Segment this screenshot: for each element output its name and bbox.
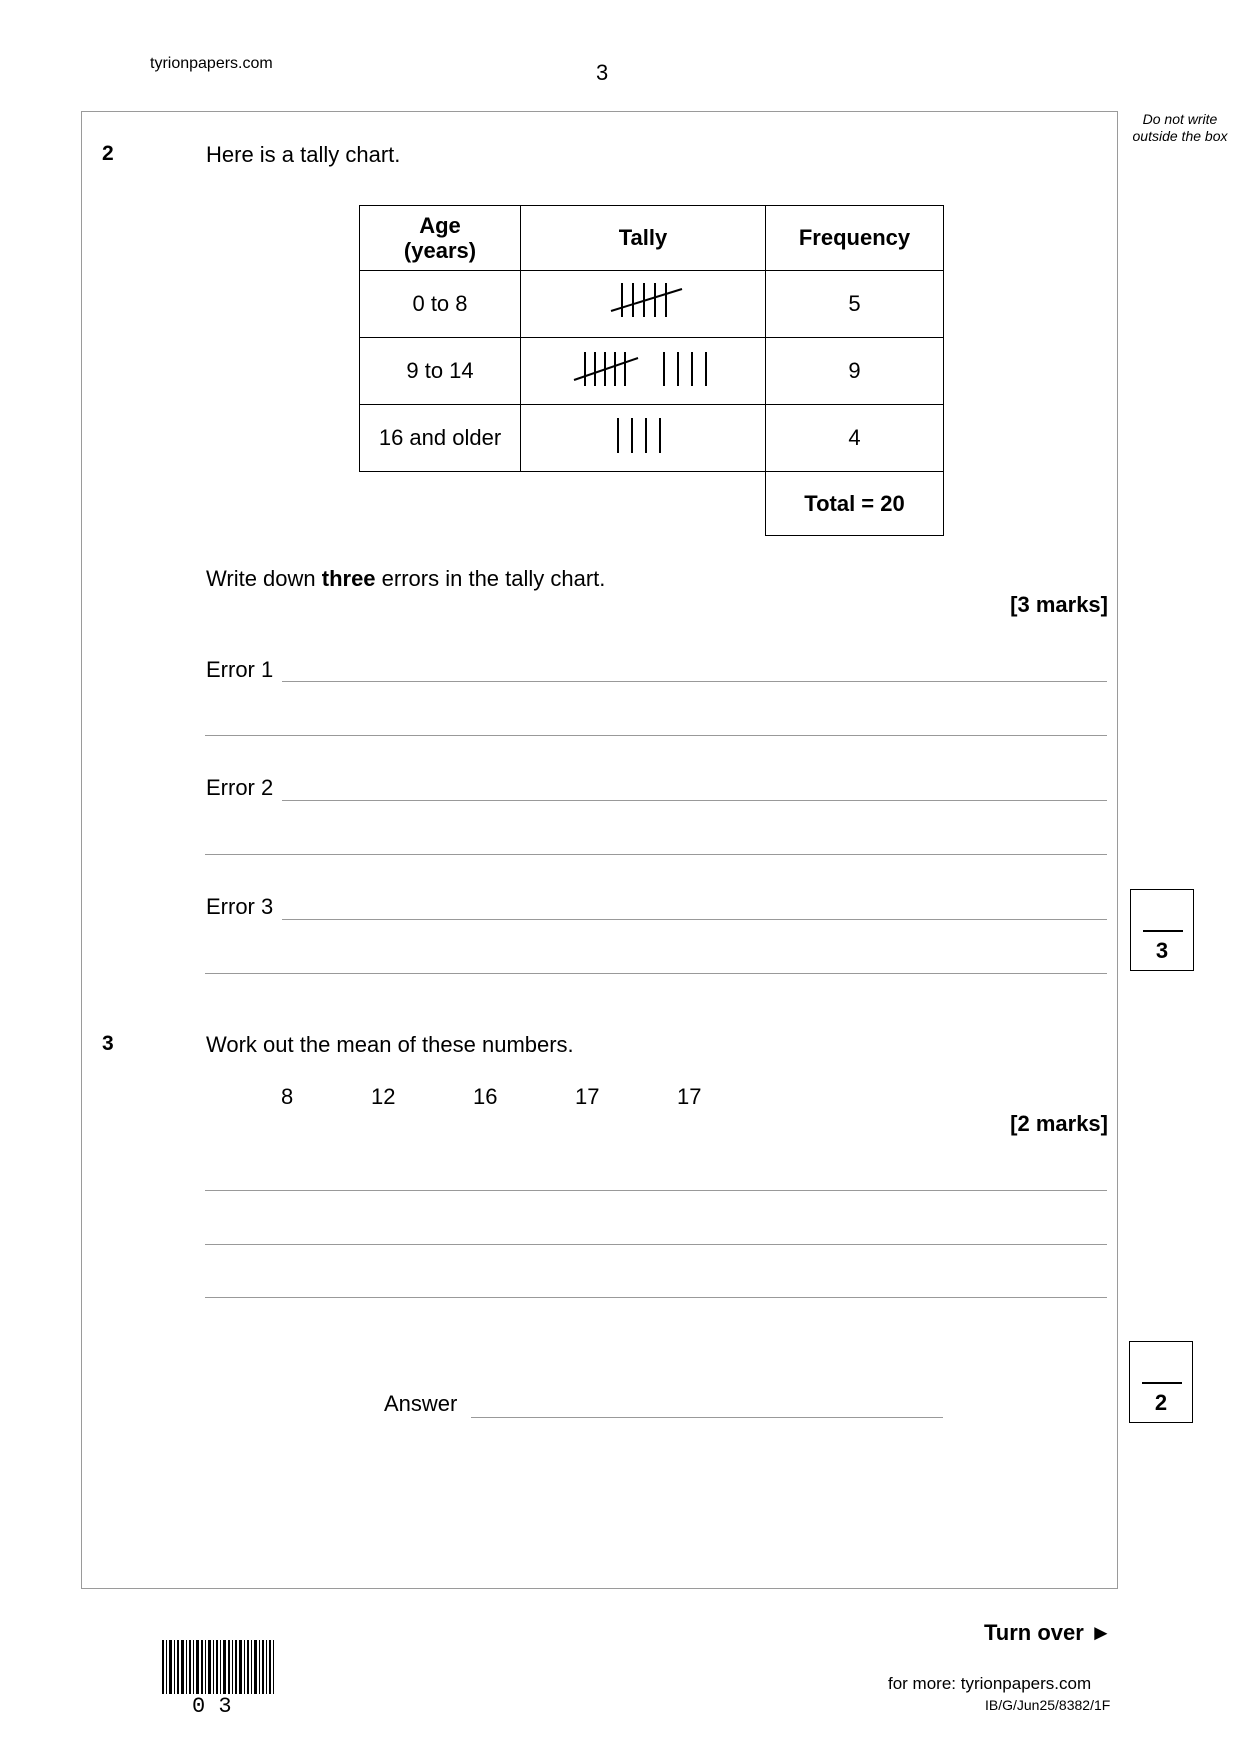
question-3-mark-box: 2 <box>1129 1341 1193 1423</box>
header-age: Age (years) <box>360 206 521 271</box>
do-not-write-note: Do not write outside the box <box>1132 111 1228 144</box>
turn-over-label: Turn over ► <box>984 1620 1112 1645</box>
tally-marks-cell <box>521 405 766 472</box>
answer-label: Answer <box>384 1391 458 1416</box>
error-2-label: Error 2 <box>206 775 274 800</box>
error-3-line-2[interactable] <box>205 973 1107 974</box>
error-1-line-2[interactable] <box>205 735 1107 736</box>
row-age: 0 to 8 <box>360 271 521 338</box>
tally-table <box>359 205 944 536</box>
row-age: 16 and older <box>360 405 521 472</box>
tally-marks-icon <box>521 338 765 398</box>
working-line[interactable] <box>205 1190 1107 1191</box>
error-3-line[interactable] <box>282 919 1107 920</box>
row-frequency: 9 <box>766 338 944 405</box>
header-tally: Tally <box>521 206 766 271</box>
tally-marks-cell <box>521 338 766 405</box>
question-2-instruction: Write down three errors in the tally chart. <box>206 566 606 591</box>
header-frequency: Frequency <box>766 206 944 271</box>
total-cell: Total = 20 <box>766 472 944 536</box>
number-value: 12 <box>371 1084 396 1109</box>
row-frequency: 4 <box>766 405 944 472</box>
tally-marks-cell <box>521 271 766 338</box>
question-2-number: 2 <box>102 142 114 165</box>
more-link-text: for more: tyrionpapers.com <box>888 1674 1092 1693</box>
row-age: 9 to 14 <box>360 338 521 405</box>
error-1-line[interactable] <box>282 681 1107 682</box>
row-frequency: 5 <box>766 271 944 338</box>
number-value: 17 <box>575 1084 600 1109</box>
question-3-number: 3 <box>102 1032 114 1055</box>
question-3-text: Work out the mean of these numbers. <box>206 1032 574 1057</box>
tally-marks-icon <box>521 405 765 465</box>
error-2-line[interactable] <box>282 800 1107 801</box>
working-line[interactable] <box>205 1297 1107 1298</box>
error-3-label: Error 3 <box>206 894 274 919</box>
barcode-digits: 0 3 <box>192 1694 232 1719</box>
page-number: 3 <box>596 60 609 85</box>
tally-marks-icon <box>521 271 765 331</box>
number-value: 17 <box>677 1084 702 1109</box>
question-2-intro: Here is a tally chart. <box>206 142 401 167</box>
number-value: 8 <box>281 1084 294 1109</box>
error-1-label: Error 1 <box>206 657 274 682</box>
question-3-marks: [2 marks] <box>1010 1111 1108 1136</box>
error-2-line-2[interactable] <box>205 854 1107 855</box>
number-value: 16 <box>473 1084 498 1109</box>
working-line[interactable] <box>205 1244 1107 1245</box>
question-2-mark-box: 3 <box>1130 889 1194 971</box>
site-name: tyrionpapers.com <box>150 55 273 72</box>
question-2-marks: [3 marks] <box>1010 592 1108 617</box>
paper-code: IB/G/Jun25/8382/1F <box>985 1697 1111 1713</box>
answer-line[interactable] <box>471 1417 943 1418</box>
